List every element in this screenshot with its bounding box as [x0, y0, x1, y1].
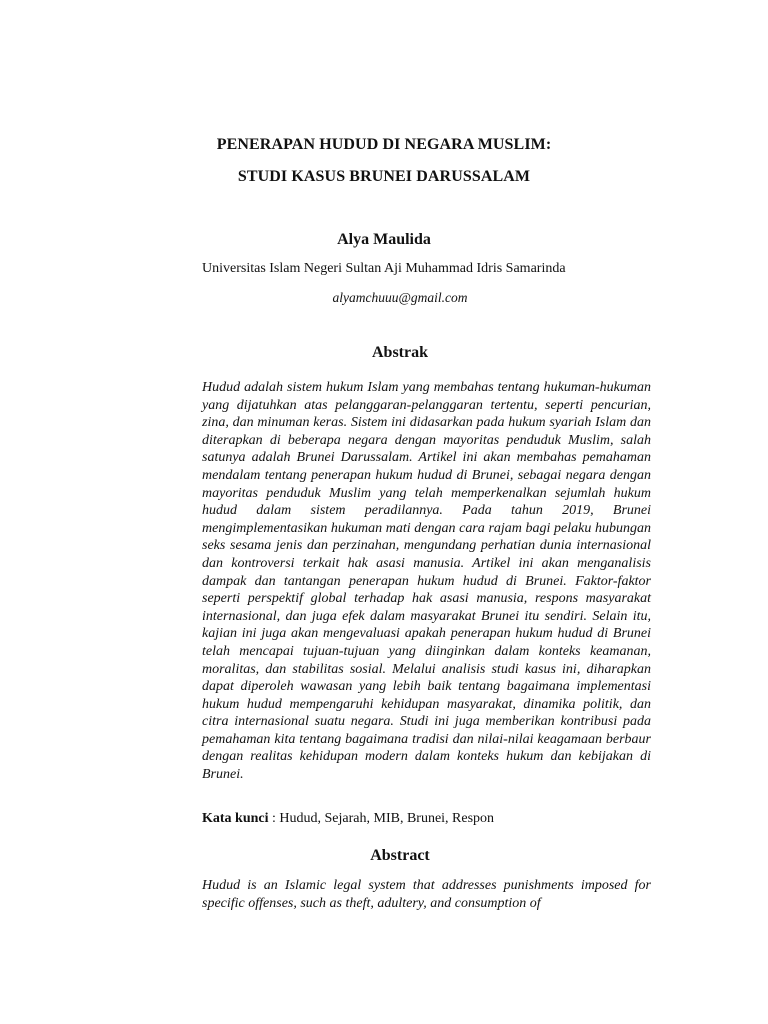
abstrak-heading: Abstrak: [371, 344, 428, 361]
keywords-line: [202, 811, 494, 827]
keywords-label: Kata kunci: [202, 811, 269, 826]
paper-title-line-2: STUDI KASUS BRUNEI DARUSSALAM: [237, 168, 531, 185]
author-affiliation: Universitas Islam Negeri Sultan Aji Muhammad Idris Samarinda: [202, 261, 566, 276]
abstract-body: Hudud is an Islamic legal system that addresses punishments imposed for specific offenses, such as theft, adultery, and consumption of: [202, 878, 651, 911]
abstrak-body: Hudud adalah sistem hukum Islam yang membahas tentang hukuman-hukuman yang dijatuhkan atas pelanggaran-pelanggaran tertentu, seperti pencurian, zina, dan minuman keras. Sistem ini didasarkan pada hukum syariah Islam dan diterapkan di beberapa negara dengan mayoritas penduduk Muslim, salah satunya adalah Brunei Darussalam. Artikel ini akan membahas pemahaman mendalam tentang penerapan hukum hudud di Brunei, sebagai negara dengan mayoritas penduduk Muslim yang telah memperkenalkan sejumlah hukum hudud dalam sistem peradilannya. Pada tahun 2019, Brunei mengimplementasikan hukuman mati dengan cara rajam bagi pelaku hubungan seks sesama jenis dan perzinahan, mengundang perhatian dunia internasional dan kontroversi terkait hak asasi manusia. Artikel ini akan menganalisis dampak dan tantangan penerapan hukum hudud di Brunei. Faktor-faktor seperti perspektif global terhadap hak asasi manusia, respons masyarakat internasional, dan juga efek dalam masyarakat Brunei itu sendiri. Selain itu, kajian ini juga akan mengevaluasi apakah penerapan hukum hudud di Brunei telah mencapai tujuan-tujuan yang diinginkan dalam konteks keamanan, moralitas, dan stabilitas sosial. Melalui analisis studi kasus ini, diharapkan dapat diperoleh wawasan yang lebih baik tentang bagaimana implementasi hukum hudud mempengaruhi kehidupan masyarakat, dinamika politik, dan citra internasional suatu negara. Studi ini juga memberikan kontribusi pada pemahaman kita tentang bagaimana tradisi dan nilai-nilai keagamaan berbaur dengan realitas kehidupan modern dalam konteks hukum dan kebijakan di Brunei.: [202, 380, 651, 783]
author-email: alyamchuuu@gmail.com: [332, 290, 468, 305]
abstract-heading: Abstract: [370, 847, 430, 864]
paper-title-line-1: PENERAPAN HUDUD DI NEGARA MUSLIM:: [216, 136, 552, 153]
keywords-value: : Hudud, Sejarah, MIB, Brunei, Respon: [268, 811, 495, 826]
author-name: Alya Maulida: [337, 231, 431, 248]
